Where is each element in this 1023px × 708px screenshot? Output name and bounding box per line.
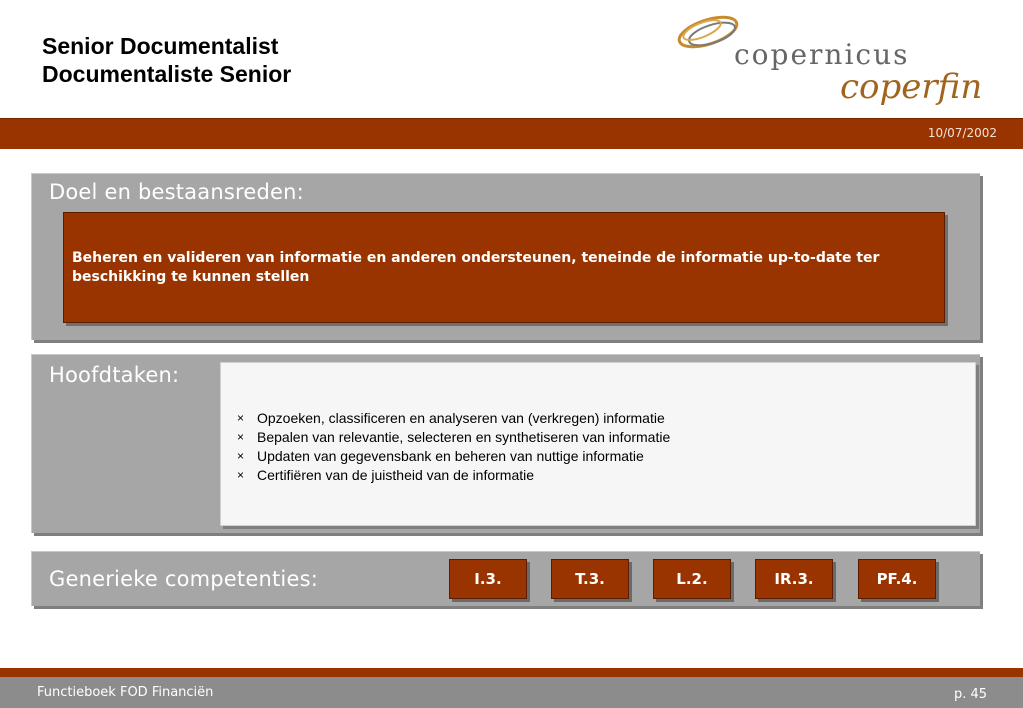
list-item: [237, 447, 670, 466]
title-line-1: Senior Documentalist: [42, 33, 279, 59]
header-bar: [0, 118, 1023, 149]
page-number: p. 45: [953, 687, 987, 702]
bullet-cross-icon: ×: [237, 449, 245, 463]
task-text: Certifiëren van de juistheid van de informatie: [257, 467, 535, 483]
copernicus-coperfin-logo: [672, 8, 992, 112]
list-item: [237, 466, 670, 485]
hoofdtaken-list: [237, 409, 670, 485]
bullet-cross-icon: ×: [237, 430, 245, 444]
bullet-cross-icon: ×: [237, 468, 245, 482]
competentie-button-i3[interactable]: I.3.: [449, 559, 527, 599]
list-item: [237, 409, 670, 428]
task-text: Opzoeken, classificeren en analyseren van (verkregen) informatie: [257, 410, 665, 426]
competentie-button-pf4[interactable]: PF.4.: [858, 559, 936, 599]
doel-label: Doel en bestaansreden:: [49, 180, 304, 204]
footer-title: Functieboek FOD Financiën: [37, 685, 214, 700]
competentie-button-l2[interactable]: L.2.: [653, 559, 731, 599]
competentie-button-t3[interactable]: T.3.: [551, 559, 629, 599]
logo-coperfin-text: coperfin: [840, 67, 983, 107]
task-text: Bepalen van relevantie, selecteren en synthetiseren van informatie: [257, 429, 671, 445]
list-item: [237, 428, 670, 447]
hoofdtaken-label: Hoofdtaken:: [49, 363, 180, 387]
bullet-cross-icon: ×: [237, 411, 245, 425]
footer: [0, 677, 1023, 708]
date-label: 10/07/2002: [927, 126, 997, 140]
hoofdtaken-box: [220, 362, 976, 526]
footer-accent-bar: [0, 668, 1023, 677]
competentie-button-ir3[interactable]: IR.3.: [755, 559, 833, 599]
doel-box: [63, 212, 945, 323]
page-title: [42, 32, 291, 88]
task-text: Updaten van gegevensbank en beheren van nuttige informatie: [257, 448, 644, 464]
title-line-2: Documentaliste Senior: [42, 61, 292, 87]
competenties-label: Generieke competenties:: [49, 567, 318, 591]
doel-text: Beheren en valideren van informatie en anderen ondersteunen, teneinde de informatie up-to-date ter beschikking te kunnen stellen: [72, 250, 880, 285]
logo-copernicus-text: copernicus: [734, 38, 910, 71]
